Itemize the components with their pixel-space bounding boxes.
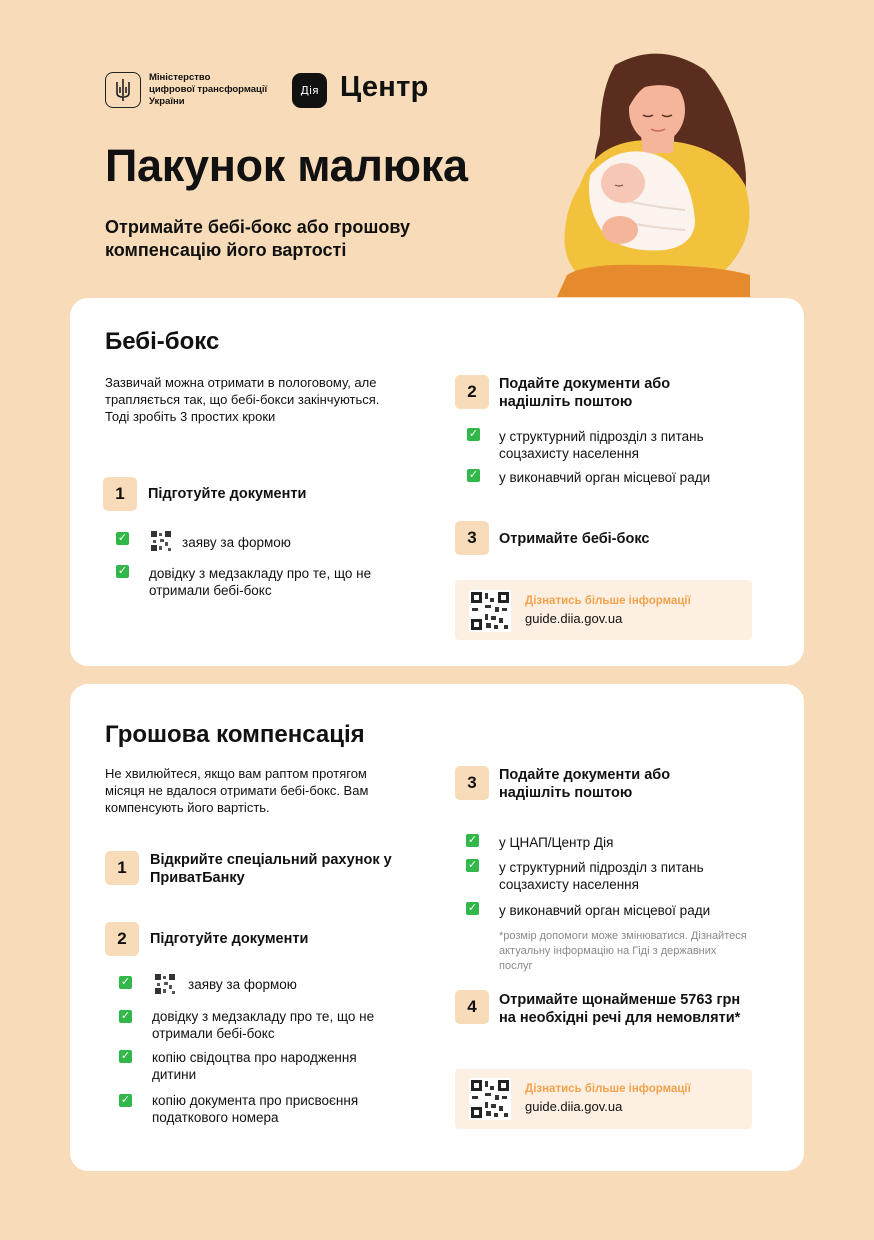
compensation-step-3-number: 3: [455, 766, 489, 800]
compensation-doc-item: копію документа про присвоєння податкового номера: [152, 1093, 359, 1125]
babybox-step-3-title: Отримайте бебі-бокс: [499, 531, 650, 547]
compensation-step-2-number: 2: [105, 922, 139, 956]
compensation-step-1-number: 1: [105, 851, 139, 885]
check-icon: ✓: [467, 859, 478, 871]
babybox-step-1-number: 1: [103, 477, 137, 511]
compensation-doc-item: довідку з медзакладу про те, що не отримали бебі-бокс: [152, 1009, 375, 1041]
guide-url-link[interactable]: guide.diia.gov.ua: [525, 1099, 623, 1114]
page-title: Пакунок малюка: [105, 140, 468, 191]
compensation-doc-item: копію свідоцтва про народження дитини: [152, 1050, 357, 1082]
babybox-doc-item: заяву за формою: [182, 535, 291, 550]
guide-url-link[interactable]: guide.diia.gov.ua: [525, 611, 623, 626]
qr-code-icon: [154, 973, 176, 995]
babybox-step-2-title: Подайте документи або надішліть поштою: [499, 376, 671, 410]
babybox-heading: Бебі-бокс: [105, 328, 220, 355]
more-info-link[interactable]: Дізнатись більше інформації: [525, 1083, 691, 1095]
ministry-logo: [105, 72, 267, 108]
check-icon: ✓: [120, 1050, 131, 1062]
qr-code-icon: [150, 530, 172, 552]
compensation-doc-item: заяву за формою: [188, 977, 297, 992]
babybox-step-1-title: Підготуйте документи: [148, 486, 307, 502]
compensation-submit-item: у виконавчий орган місцевої ради: [499, 903, 711, 918]
babybox-intro: Зазвичай можна отримати в пологовому, але трапляється так, що бебі-бокси закінчуються. Тоді зробіть 3 простих кроки: [105, 375, 380, 424]
compensation-submit-item: у ЦНАП/Центр Дія: [499, 835, 614, 850]
qr-code-icon[interactable]: [469, 1078, 511, 1120]
compensation-step-3-title: Подайте документи або надішліть поштою: [499, 767, 671, 801]
babybox-submit-item: у виконавчий орган місцевої ради: [499, 470, 711, 485]
babybox-submit-item: у структурний підрозділ з питань соцзахисту населення: [499, 429, 704, 461]
more-info-link[interactable]: Дізнатись більше інформації: [525, 595, 691, 607]
check-icon: ✓: [117, 532, 128, 544]
compensation-step-4-title: Отримайте щонайменше 5763 грн на необхідні речі для немовляти*: [499, 992, 741, 1026]
compensation-submit-item: у структурний підрозділ з питань соцзахисту населення: [499, 860, 704, 892]
check-icon: ✓: [120, 976, 131, 988]
amount-disclaimer-note: *розмір допомоги може змінюватися. Дізнайтеся актуальну інформацію на Гіді з державних послуг: [499, 930, 747, 972]
check-icon: ✓: [117, 565, 128, 577]
trident-icon: [105, 72, 141, 108]
compensation-step-1-title: Відкрийте спеціальний рахунок у ПриватБанку: [150, 852, 392, 886]
page-subtitle: Отримайте бебі-бокс або грошову компенсацію його вартості: [105, 217, 410, 260]
babybox-doc-item: довідку з медзакладу про те, що не отримали бебі-бокс: [149, 566, 372, 598]
qr-code-icon[interactable]: [469, 590, 511, 632]
check-icon: ✓: [468, 469, 479, 481]
mother-with-baby-illustration: [545, 45, 770, 301]
ministry-name: Міністерство цифрової трансформації України: [149, 72, 268, 107]
centr-label: Центр: [340, 71, 429, 103]
diia-logo: Дія: [292, 73, 327, 108]
compensation-heading: Грошова компенсація: [105, 721, 365, 748]
compensation-intro: Не хвилюйтеся, якщо вам раптом протягом місяця не вдалося отримати бебі-бокс. Вам компенсують його вартість.: [105, 766, 369, 815]
check-icon: ✓: [120, 1094, 131, 1106]
check-icon: ✓: [468, 428, 479, 440]
check-icon: ✓: [120, 1010, 131, 1022]
babybox-step-3-number: 3: [455, 521, 489, 555]
compensation-step-4-number: 4: [455, 990, 489, 1024]
compensation-step-2-title: Підготуйте документи: [150, 931, 309, 947]
check-icon: ✓: [467, 834, 478, 846]
check-icon: ✓: [467, 902, 478, 914]
babybox-step-2-number: 2: [455, 375, 489, 409]
